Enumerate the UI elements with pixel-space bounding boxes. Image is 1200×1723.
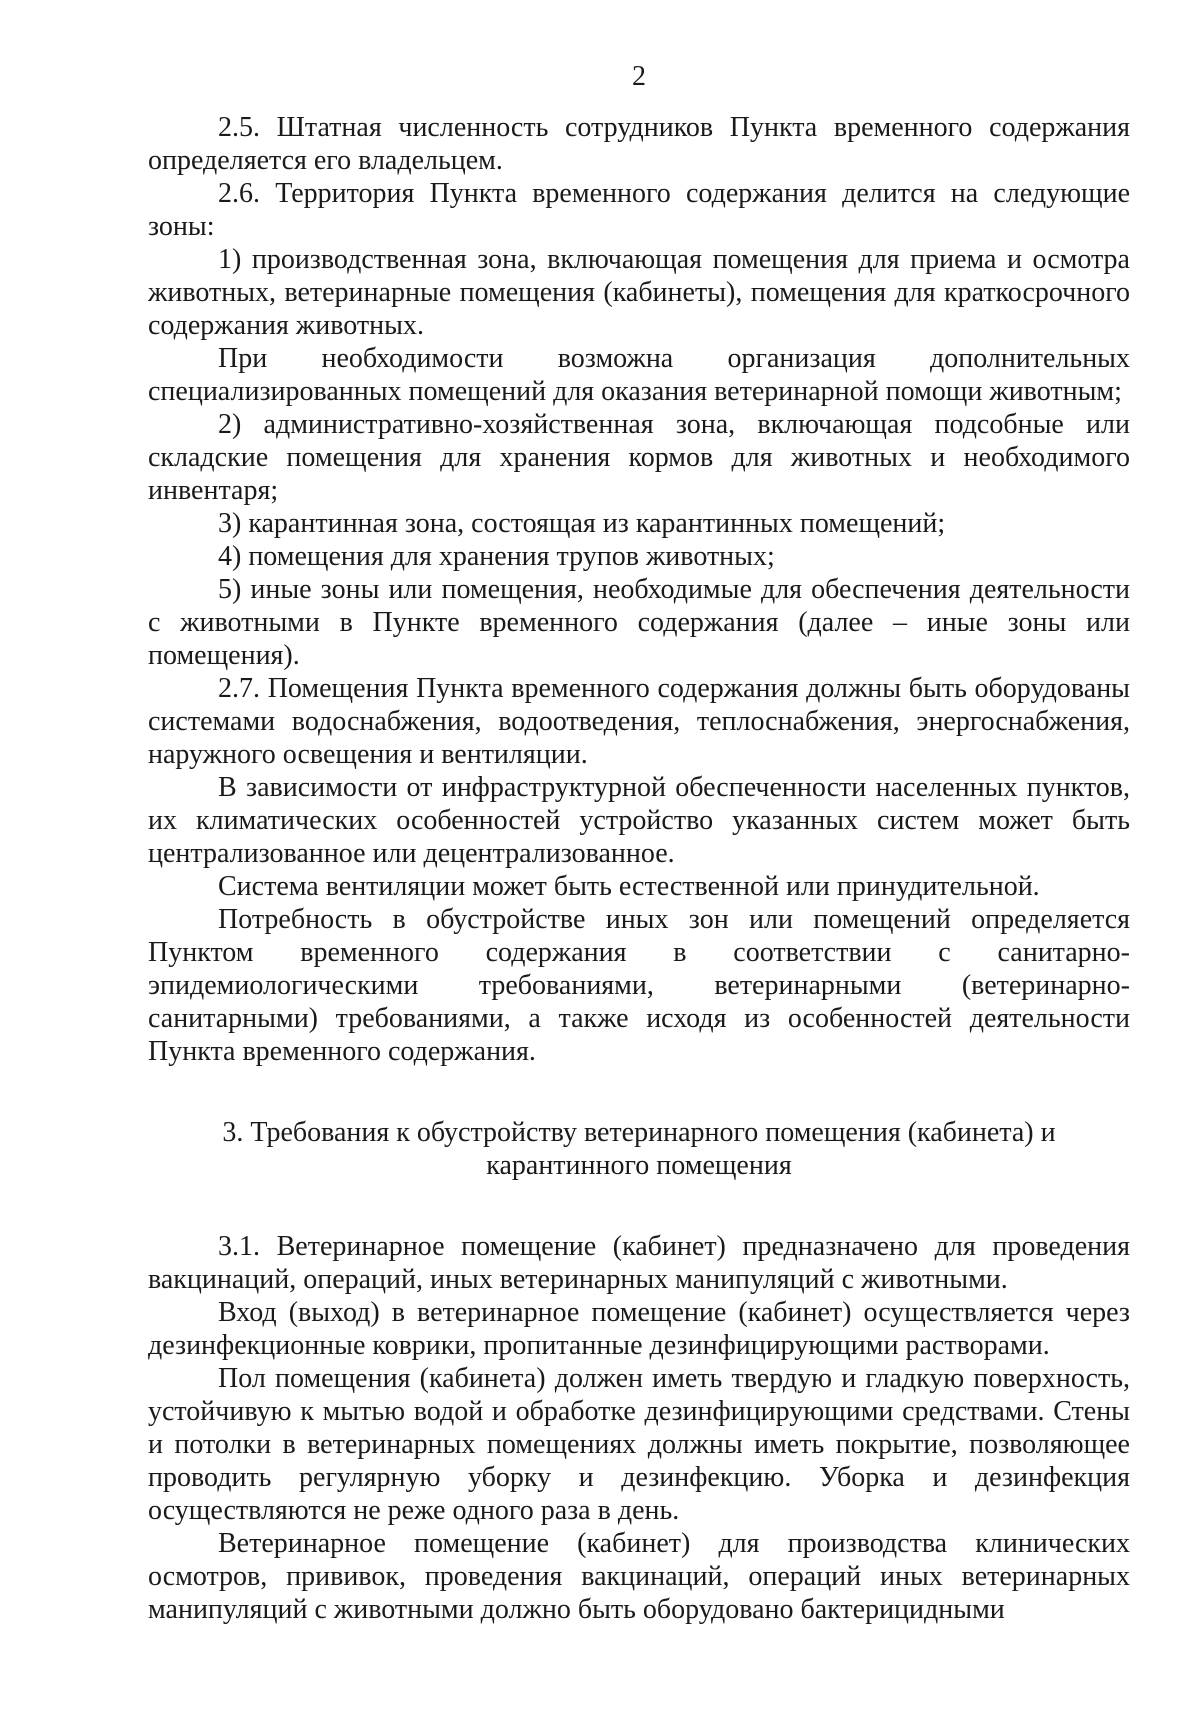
paragraph-3-1: 3.1. Ветеринарное помещение (кабинет) предназначено для проведения вакцинаций, операций, иных ветеринарных манипуляций с животными. [148, 1231, 1130, 1295]
page-number: 2 [632, 61, 646, 92]
section-3-heading-line-2: карантинного помещения [486, 1150, 792, 1181]
paragraph-ventilation: Система вентиляции может быть естественной или принудительной. [218, 871, 1040, 902]
paragraph-2-6: 2.6. Территория Пункта временного содержания делится на следующие зоны: [148, 178, 1130, 242]
list-item-carcass-storage: 4) помещения для хранения трупов животных; [218, 541, 775, 572]
paragraph-additional-rooms: При необходимости возможна организация дополнительных специализированных помещений для оказания ветеринарной помощи животным; [148, 343, 1130, 407]
paragraph-floor: Пол помещения (кабинета) должен иметь твердую и гладкую поверхность, устойчивую к мытью водой и обработке дезинфицирующими средствами. Стены и потолки в ветеринарных помещениях должны иметь покрытие, позволяющее проводить регулярную уборку и дезинфекцию. Уборка и дезинфекция осуществляются не реже одного раза в день. [148, 1363, 1130, 1526]
section-3-heading [148, 1116, 1130, 1182]
list-item-quarantine-zone: 3) карантинная зона, состоящая из карантинных помещений; [218, 508, 946, 539]
list-item-admin-zone: 2) административно-хозяйственная зона, включающая подсобные или складские помещения для хранения кормов для животных и необходимого инвентаря; [148, 409, 1130, 506]
section-3-heading-line-1: 3. Требования к обустройству ветеринарного помещения (кабинета) и [222, 1117, 1056, 1148]
paragraph-other-zones-need: Потребность в обустройстве иных зон или помещений определяется Пунктом временного содержания в соответствии с санитарно-эпидемиологическими требованиями, ветеринарными (ветеринарно-санитарными) требованиями, а также исходя из особенностей деятельности Пункта временного содержания. [148, 904, 1130, 1067]
paragraph-entrance: Вход (выход) в ветеринарное помещение (кабинет) осуществляется через дезинфекционные коврики, пропитанные дезинфицирующими растворами. [148, 1297, 1130, 1361]
paragraph-equipment: Ветеринарное помещение (кабинет) для производства клинических осмотров, прививок, проведения вакцинаций, операций иных ветеринарных манипуляций с животными должно быть оборудовано бактерицидными [148, 1528, 1130, 1625]
list-item-other-zones: 5) иные зоны или помещения, необходимые для обеспечения деятельности с животными в Пункте временного содержания (далее – иные зоны или помещения). [148, 574, 1130, 671]
list-item-production-zone: 1) производственная зона, включающая помещения для приема и осмотра животных, ветеринарные помещения (кабинеты), помещения для краткосрочного содержания животных. [148, 244, 1130, 341]
document-page [148, 60, 1130, 1626]
paragraph-2-7: 2.7. Помещения Пункта временного содержания должны быть оборудованы системами водоснабжения, водоотведения, теплоснабжения, энергоснабжения, наружного освещения и вентиляции. [148, 673, 1130, 770]
paragraph-2-5: 2.5. Штатная численность сотрудников Пункта временного содержания определяется его владельцем. [148, 112, 1130, 176]
paragraph-infrastructure: В зависимости от инфраструктурной обеспеченности населенных пунктов, их климатических особенностей устройство указанных систем может быть централизованное или децентрализованное. [148, 772, 1130, 869]
